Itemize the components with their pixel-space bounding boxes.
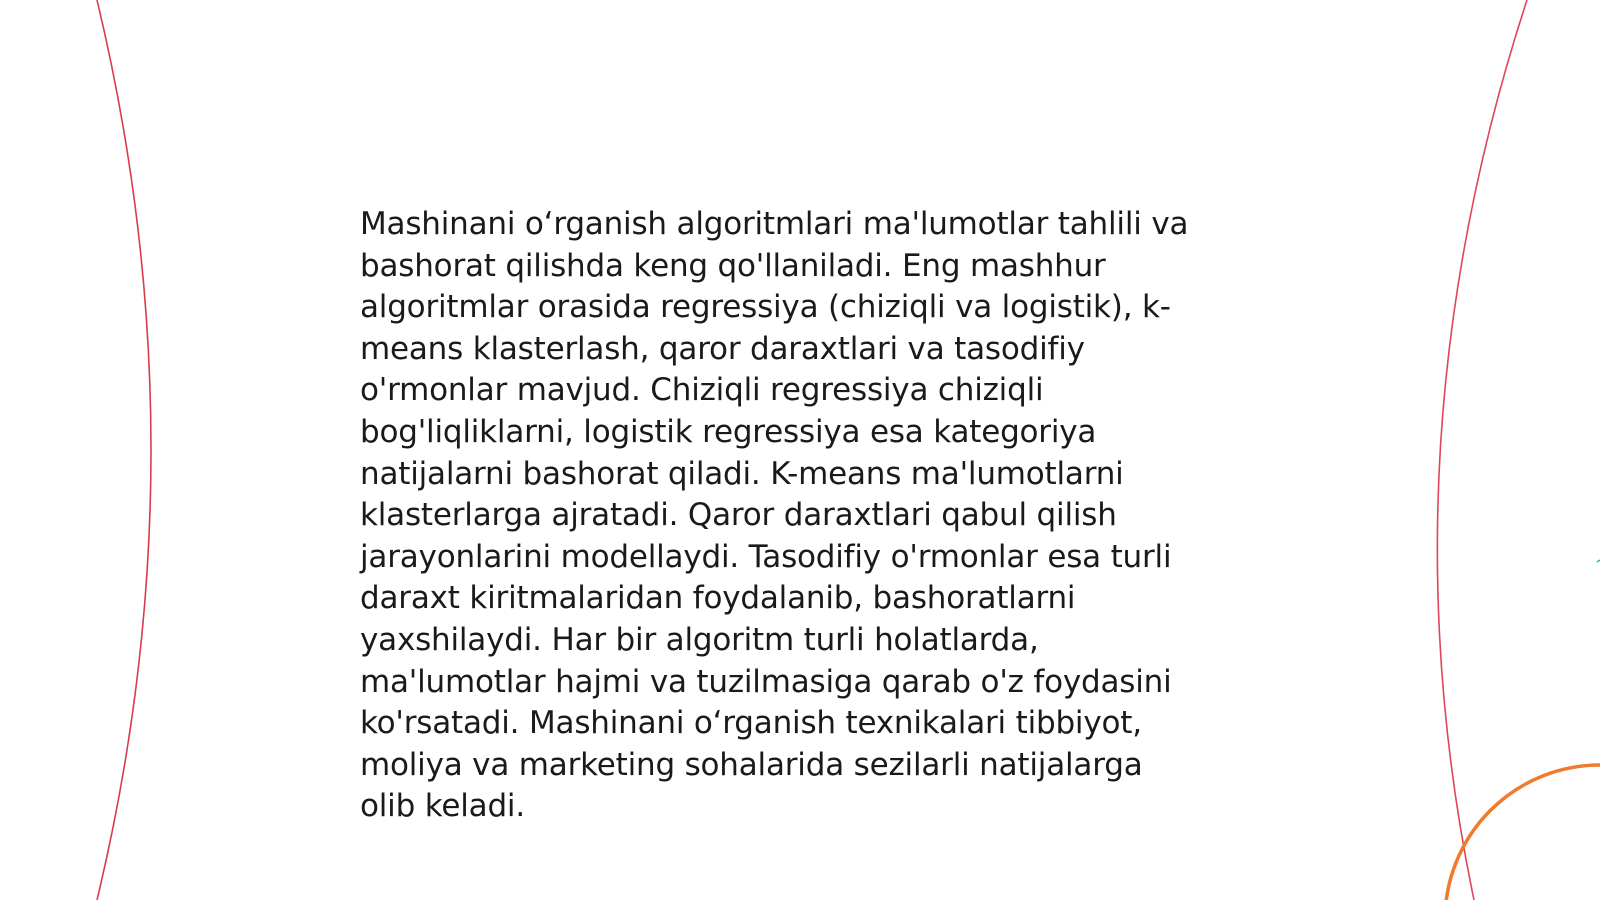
paragraph-line: jarayonlarini modellaydi. Tasodifiy o'rmonlar esa turli <box>360 538 1172 575</box>
paragraph-line: ko'rsatadi. Mashinani o‘rganish texnikalari tibbiyot, <box>360 705 1142 742</box>
body-paragraph <box>360 204 1260 828</box>
paragraph-line: natijalarni bashorat qiladi. K-means ma'lumotlarni <box>360 455 1124 492</box>
paragraph-line: klasterlarga ajratadi. Qaror daraxtlari qabul qilish <box>360 497 1117 534</box>
paragraph-line: olib keladi. <box>360 788 525 825</box>
paragraph-line: Mashinani o‘rganish algoritmlari ma'lumotlar tahlili va <box>360 206 1189 242</box>
orange-circle-decoration <box>1445 765 1600 900</box>
paragraph-line: o'rmonlar mavjud. Chiziqli regressiya chiziqli <box>360 372 1044 409</box>
paragraph-line: means klasterlash, qaror daraxtlari va tasodifiy <box>360 330 1085 367</box>
paragraph-line: bog'liqliklarni, logistik regressiya esa kategoriya <box>360 413 1097 450</box>
paragraph-line: daraxt kiritmalaridan foydalanib, bashoratlarni <box>360 580 1076 617</box>
paragraph-line: algoritmlar orasida regressiya (chiziqli va logistik), k- <box>360 289 1171 326</box>
paragraph-line: yaxshilaydi. Har bir algoritm turli holatlarda, <box>360 621 1039 658</box>
left-arc-decoration <box>97 0 151 900</box>
right-arc-decoration <box>1437 0 1527 900</box>
paragraph-line: bashorat qilishda keng qo'llaniladi. Eng mashhur <box>360 247 1106 284</box>
paragraph-line: moliya va marketing sohalarida sezilarli natijalarga <box>360 746 1143 783</box>
paragraph-line: ma'lumotlar hajmi va tuzilmasiga qarab o'z foydasini <box>360 663 1172 700</box>
